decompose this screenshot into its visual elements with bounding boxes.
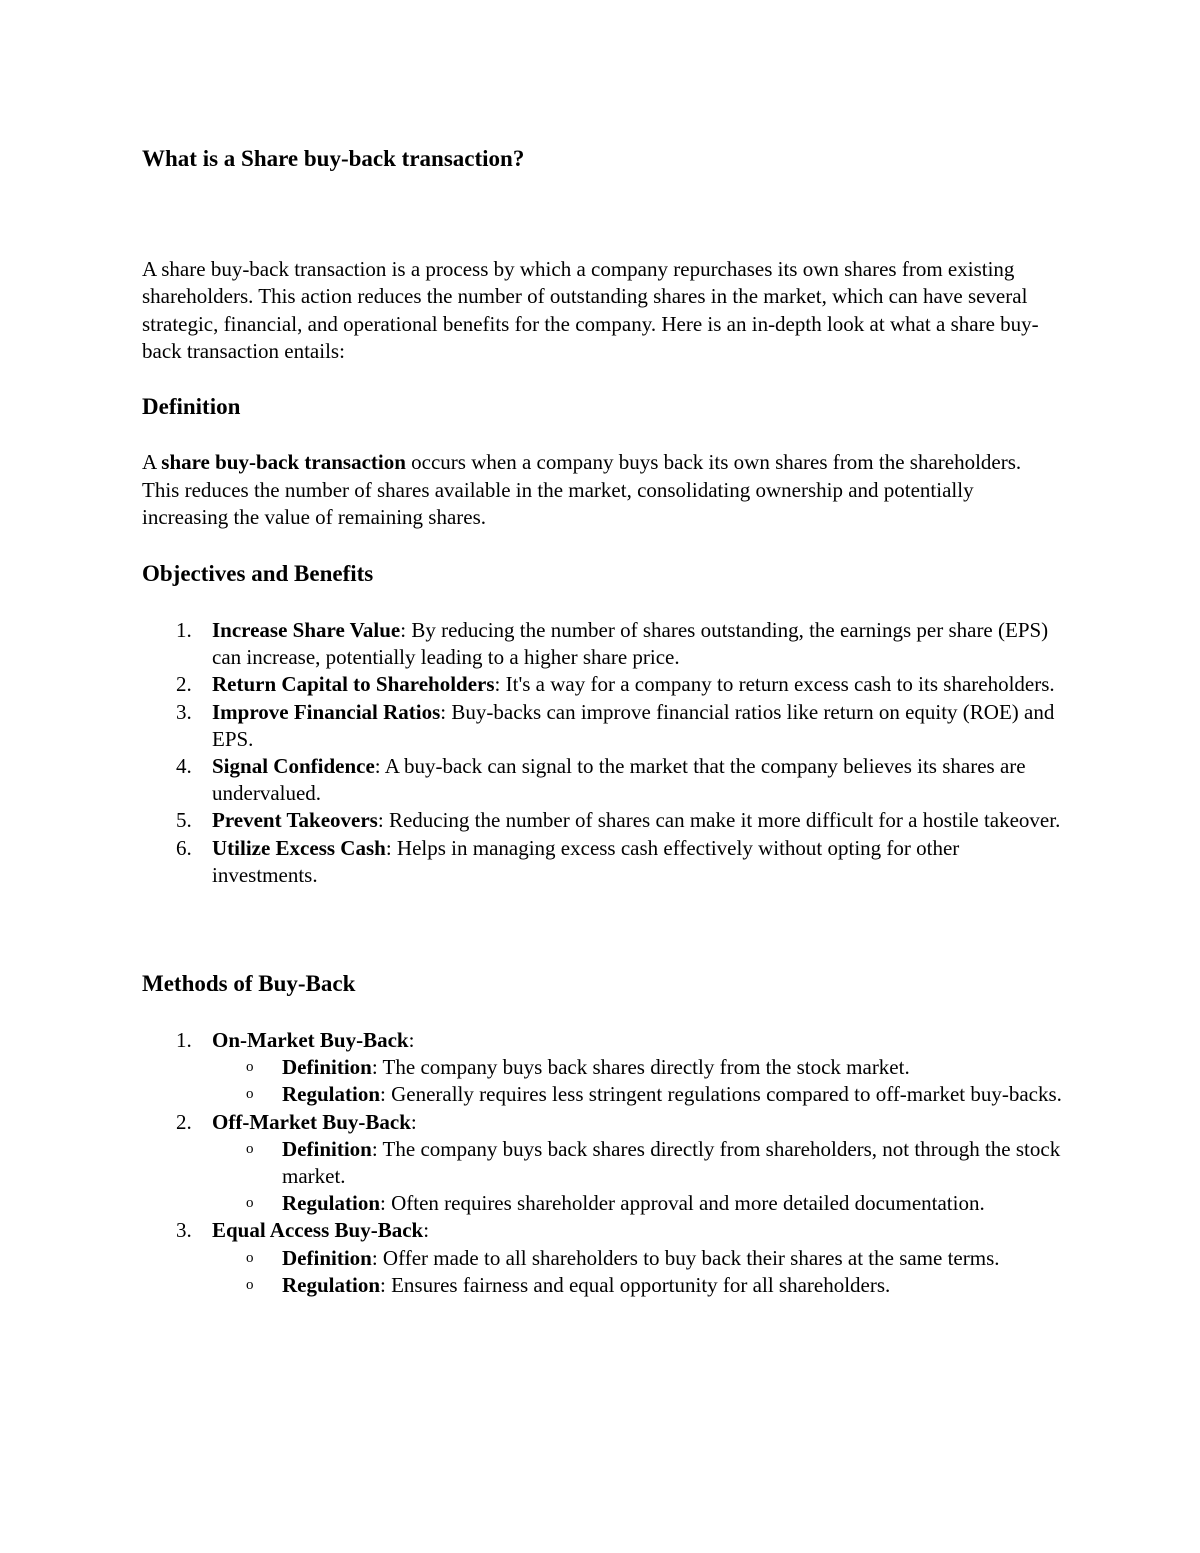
list-item [142, 807, 1062, 834]
sub-list-item [212, 1272, 1062, 1299]
list-number: 3. [176, 699, 192, 724]
list-number: 1. [176, 1028, 192, 1052]
sub-list [212, 1054, 1062, 1108]
sub-list-item [212, 1136, 1062, 1190]
item-text: : Reducing the number of shares can make it more difficult for a hostile takeover. [377, 808, 1061, 833]
definition-term: share buy-back transaction [161, 450, 406, 474]
method-term: On-Market Buy-Back [212, 1028, 409, 1052]
list-item [142, 1027, 1062, 1109]
item-term: Increase Share Value [212, 618, 401, 642]
bullet-icon: o [246, 1249, 254, 1266]
item-term: Prevent Takeovers [212, 808, 378, 833]
sub-term: Definition [282, 1245, 372, 1270]
sub-text: : Offer made to all shareholders to buy back their shares at the same terms. [371, 1245, 1000, 1270]
document-title: What is a Share buy-back transaction? [142, 146, 525, 171]
sub-list [212, 1245, 1062, 1299]
sub-term: Regulation [282, 1082, 381, 1107]
methods-list [142, 1027, 1062, 1299]
list-item [142, 617, 1062, 671]
list-number: 2. [176, 672, 192, 697]
item-term: Utilize Excess Cash [212, 835, 386, 860]
method-term: Equal Access Buy-Back [212, 1218, 424, 1243]
list-number: 5. [176, 808, 192, 833]
sub-list-item [212, 1054, 1062, 1081]
sub-term: Definition [282, 1136, 372, 1161]
bullet-icon: o [246, 1086, 254, 1103]
sub-list-item [212, 1190, 1062, 1217]
list-number: 2. [176, 1109, 192, 1134]
item-term: Improve Financial Ratios [212, 699, 441, 724]
sub-text: : Often requires shareholder approval and more detailed documentation. [380, 1191, 985, 1216]
sub-term: Regulation [282, 1191, 381, 1216]
bullet-icon: o [246, 1140, 254, 1157]
objectives-list [142, 617, 1062, 889]
item-text: : Helps in managing excess cash effectively without opting for other investments. [212, 835, 960, 887]
definition-text: occurs when a company buys back its own shares from the shareholders. This reduces the number of shares available in the market, consolidating ownership and potentially increasing the value of remaining shares. [142, 450, 1022, 530]
method-term: Off-Market Buy-Back [212, 1109, 411, 1134]
item-term: Signal Confidence [212, 754, 375, 779]
item-text: : It's a way for a company to return excess cash to its shareholders. [494, 672, 1055, 697]
item-text: : Buy-backs can improve financial ratios like return on equity (ROE) and EPS. [212, 699, 1055, 751]
list-item [142, 835, 1062, 889]
item-term: Return Capital to Shareholders [212, 672, 495, 697]
sub-term: Regulation [282, 1272, 381, 1297]
objectives-heading: Objectives and Benefits [142, 561, 374, 586]
bullet-icon: o [246, 1195, 254, 1212]
list-item [142, 753, 1062, 807]
sub-text: : Ensures fairness and equal opportunity for all shareholders. [380, 1272, 891, 1297]
list-number: 3. [176, 1218, 192, 1243]
list-number: 4. [176, 754, 192, 779]
sub-text: : The company buys back shares directly from the stock market. [371, 1055, 910, 1080]
method-colon: : [410, 1109, 417, 1134]
sub-text: : Generally requires less stringent regulations compared to off-market buy-backs. [380, 1082, 1062, 1107]
item-text: : A buy-back can signal to the market that the company believes its shares are undervalued. [212, 754, 1026, 806]
bullet-icon: o [246, 1276, 254, 1293]
method-colon: : [423, 1218, 430, 1243]
list-number: 6. [176, 835, 192, 860]
definition-lead: A [142, 450, 162, 474]
list-item [142, 1217, 1062, 1299]
item-text: : By reducing the number of shares outstanding, the earnings per share (EPS) can increase, potentially leading to a higher share price. [212, 618, 1049, 670]
list-item [142, 1109, 1062, 1218]
list-item [142, 699, 1062, 753]
bullet-icon: o [246, 1059, 254, 1076]
sub-term: Definition [282, 1055, 372, 1080]
sub-list-item [212, 1081, 1062, 1108]
sub-text: : The company buys back shares directly from shareholders, not through the stock market. [282, 1136, 1061, 1189]
method-colon: : [408, 1028, 415, 1052]
definition-heading: Definition [142, 394, 241, 419]
list-number: 1. [176, 618, 192, 642]
sub-list-item [212, 1245, 1062, 1272]
definition-paragraph [142, 449, 1062, 532]
intro-paragraph: A share buy-back transaction is a process by which a company repurchases its own shares from existing shareholders. This action reduces the number of outstanding shares in the market, which can have several strategic, financial, and operational benefits for the company. Here is an in-depth look at what a share buy-back transaction entails: [142, 257, 1039, 364]
sub-list [212, 1136, 1062, 1218]
list-item [142, 671, 1062, 698]
methods-heading: Methods of Buy-Back [142, 971, 356, 996]
